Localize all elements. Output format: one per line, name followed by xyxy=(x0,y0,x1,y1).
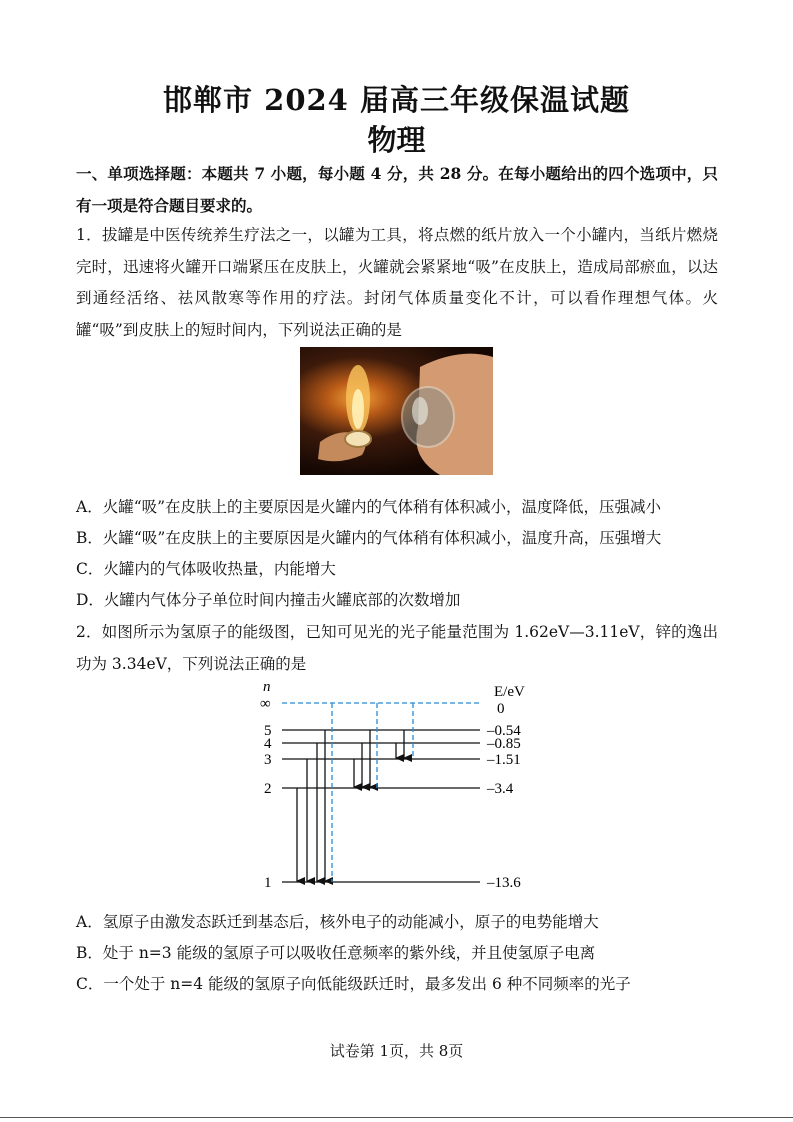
cupping-photo xyxy=(300,347,493,475)
question-2-stem: 2．如图所示为氢原子的能级图，已知可见光的光子能量范围为 1.62eV—3.11eV，锌的逸出功为 3.34eV，下列说法正确的是 xyxy=(76,623,718,673)
page-title: 邯郸市 2024 届高三年级保温试题 xyxy=(163,83,630,117)
level-energy-2: –3.4 xyxy=(487,781,514,797)
question-2-option-c: C．一个处于 n=4 能级的氢原子向低能级跃迁时，最多发出 6 种不同频率的光子 xyxy=(76,975,631,993)
page-footer: 试卷第 1页，共 8页 xyxy=(329,1042,464,1060)
level-n-5: 5 xyxy=(264,723,272,739)
page-subject: 物理 xyxy=(367,123,426,157)
question-1-option-d: D．火罐内气体分子单位时间内撞击火罐底部的次数增加 xyxy=(76,591,461,609)
level-n-inf: ∞ xyxy=(260,696,271,712)
level-energy-4: –0.85 xyxy=(487,736,521,752)
level-n-1: 1 xyxy=(264,875,272,891)
n-axis-label: n xyxy=(263,679,271,695)
question-1-stem: 1．拔罐是中医传统养生疗法之一，以罐为工具，将点燃的纸片放入一个小罐内，当纸片燃烧完时，迅速将火罐开口端紧压在皮肤上，火罐就会紧紧地“吸”在皮肤上，造成局部瘀血，以达到通经活络、祛风散寒等作用的疗法。封闭气体质量变化不计，可以看作理想气体。火罐“吸”到皮肤上的短时间内，下列说法正确的是 xyxy=(76,226,718,339)
level-energy-5: –0.54 xyxy=(487,723,521,739)
level-energy-1: –13.6 xyxy=(487,875,521,891)
level-n-2: 2 xyxy=(264,781,272,797)
section-heading: 一、单项选择题：本题共 7 小题，每小题 4 分，共 28 分。在每小题给出的四个选项中，只有一项是符合题目要求的。 xyxy=(76,164,718,215)
level-energy-inf: 0 xyxy=(497,701,505,717)
level-n-4: 4 xyxy=(264,736,272,752)
bottom-rule xyxy=(0,1117,793,1118)
energy-axis-label: E/eV xyxy=(494,684,525,700)
level-n-3: 3 xyxy=(264,752,272,768)
question-1-option-c: C．火罐内的气体吸收热量，内能增大 xyxy=(76,560,336,578)
question-2-option-b: B．处于 n=3 能级的氢原子可以吸收任意频率的紫外线，并且使氢原子电离 xyxy=(76,944,596,962)
level-energy-3: –1.51 xyxy=(487,752,521,768)
energy-level-diagram xyxy=(250,678,550,897)
question-2-option-a: A．氢原子由激发态跃迁到基态后，核外电子的动能减小，原子的电势能增大 xyxy=(76,913,599,931)
question-1-option-a: A．火罐“吸”在皮肤上的主要原因是火罐内的气体稍有体积减小，温度降低，压强减小 xyxy=(76,498,662,516)
question-1-option-b: B．火罐“吸”在皮肤上的主要原因是火罐内的气体稍有体积减小，温度升高，压强增大 xyxy=(76,529,662,547)
